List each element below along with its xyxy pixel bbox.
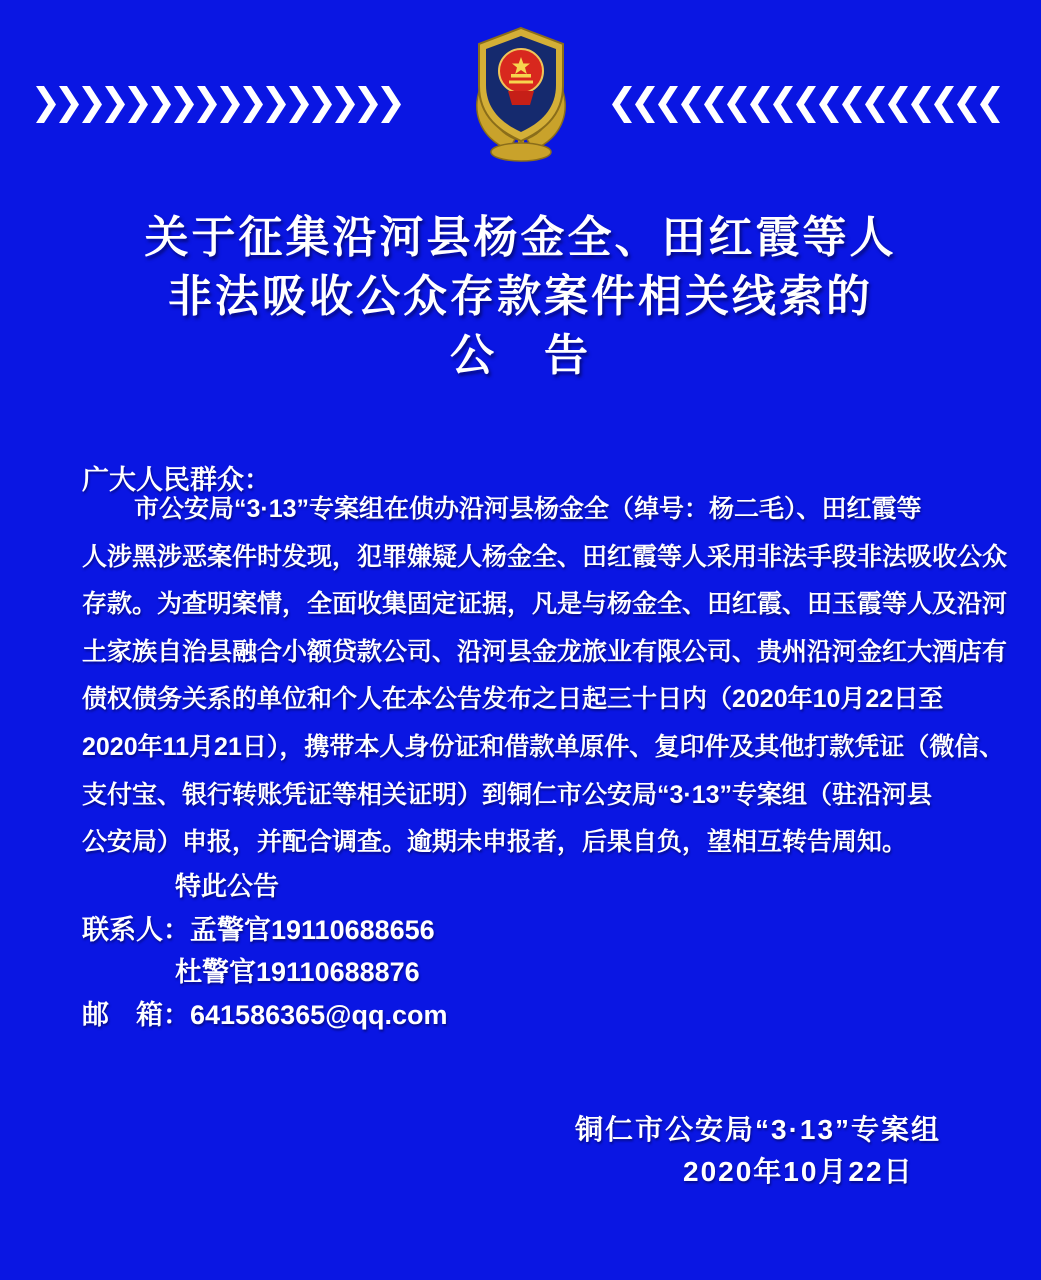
- contact-label: 联系人：: [82, 915, 190, 945]
- chevron-left-icon: [796, 86, 816, 123]
- chevron-left-icon: [911, 86, 931, 123]
- chevron-right-icon: [358, 86, 378, 123]
- left-chevron-strip: [36, 86, 404, 123]
- chevron-left-icon: [842, 86, 862, 123]
- chevron-left-icon: [750, 86, 770, 123]
- chevron-right-icon: [197, 86, 217, 123]
- body-line: 债权债务关系的单位和个人在本公告发布之日起三十日内（2020年10月22日至: [82, 685, 944, 714]
- email-address: 641586365@qq.com: [190, 1000, 448, 1030]
- notice-body: [82, 486, 1008, 867]
- contact-row-1: [82, 908, 435, 947]
- police-badge-icon: [465, 24, 577, 169]
- signature-date: 2020年10月22日: [683, 1156, 914, 1187]
- chevron-right-icon: [220, 86, 240, 123]
- chevron-left-icon: [727, 86, 747, 123]
- notice-title-line: 非法吸收公众存款案件相关线索的: [168, 272, 873, 321]
- chevron-right-icon: [36, 86, 56, 123]
- chevron-left-icon: [704, 86, 724, 123]
- notice-title-line: 公 告: [450, 331, 591, 380]
- body-line: 市公安局“3·13”专案组在侦办沿河县杨金全（绰号：杨二毛）、田红霞等: [134, 495, 922, 523]
- notice-title: [0, 208, 1041, 385]
- chevron-right-icon: [105, 86, 125, 123]
- chevron-left-icon: [612, 86, 632, 123]
- chevron-right-icon: [266, 86, 286, 123]
- email-row: [82, 993, 447, 1032]
- chevron-left-icon: [635, 86, 655, 123]
- chevron-right-icon: [151, 86, 171, 123]
- chevron-left-icon: [980, 86, 1000, 123]
- greeting-line: 广大人民群众：: [82, 465, 271, 495]
- chevron-right-icon: [82, 86, 102, 123]
- right-chevron-strip: [612, 86, 1003, 123]
- chevron-right-icon: [312, 86, 332, 123]
- email-label: 邮 箱：: [82, 1000, 190, 1030]
- chevron-left-icon: [658, 86, 678, 123]
- signature-organization: 铜仁市公安局“3·13”专案组: [575, 1114, 942, 1145]
- chevron-right-icon: [243, 86, 263, 123]
- contact-phone-2: 杜警官19110688876: [175, 957, 420, 987]
- body-line: 存款。为查明案情，全面收集固定证据，凡是与杨金全、田红霞、田玉霞等人及沿河: [82, 590, 1008, 619]
- chevron-left-icon: [888, 86, 908, 123]
- chevron-left-icon: [773, 86, 793, 123]
- contact-row-2: [175, 950, 420, 989]
- chevron-right-icon: [59, 86, 79, 123]
- body-line: 2020年11月21日），携带本人身份证和借款单原件、复印件及其他打款凭证（微信、: [82, 732, 1005, 761]
- body-line: 人涉黑涉恶案件时发现，犯罪嫌疑人杨金全、田红霞等人采用非法手段非法吸收公众: [82, 542, 1008, 571]
- closing-line: 特此公告: [175, 871, 280, 901]
- chevron-left-icon: [957, 86, 977, 123]
- chevron-left-icon: [819, 86, 839, 123]
- chevron-right-icon: [335, 86, 355, 123]
- chevron-right-icon: [289, 86, 309, 123]
- body-line: 公安局）申报，并配合调查。逾期未申报者，后果自负，望相互转告周知。: [82, 828, 908, 857]
- body-line: 土家族自治县融合小额贷款公司、沿河县金龙旅业有限公司、贵州沿河金红大酒店有: [82, 637, 1008, 666]
- notice-title-line: 关于征集沿河县杨金全、田红霞等人: [144, 213, 897, 262]
- chevron-right-icon: [381, 86, 401, 123]
- contact-phone-1: 孟警官19110688656: [190, 915, 435, 945]
- chevron-left-icon: [865, 86, 885, 123]
- chevron-right-icon: [128, 86, 148, 123]
- chevron-right-icon: [174, 86, 194, 123]
- chevron-left-icon: [934, 86, 954, 123]
- chevron-left-icon: [681, 86, 701, 123]
- body-line: 支付宝、银行转账凭证等相关证明）到铜仁市公安局“3·13”专案组（驻沿河县: [82, 780, 933, 809]
